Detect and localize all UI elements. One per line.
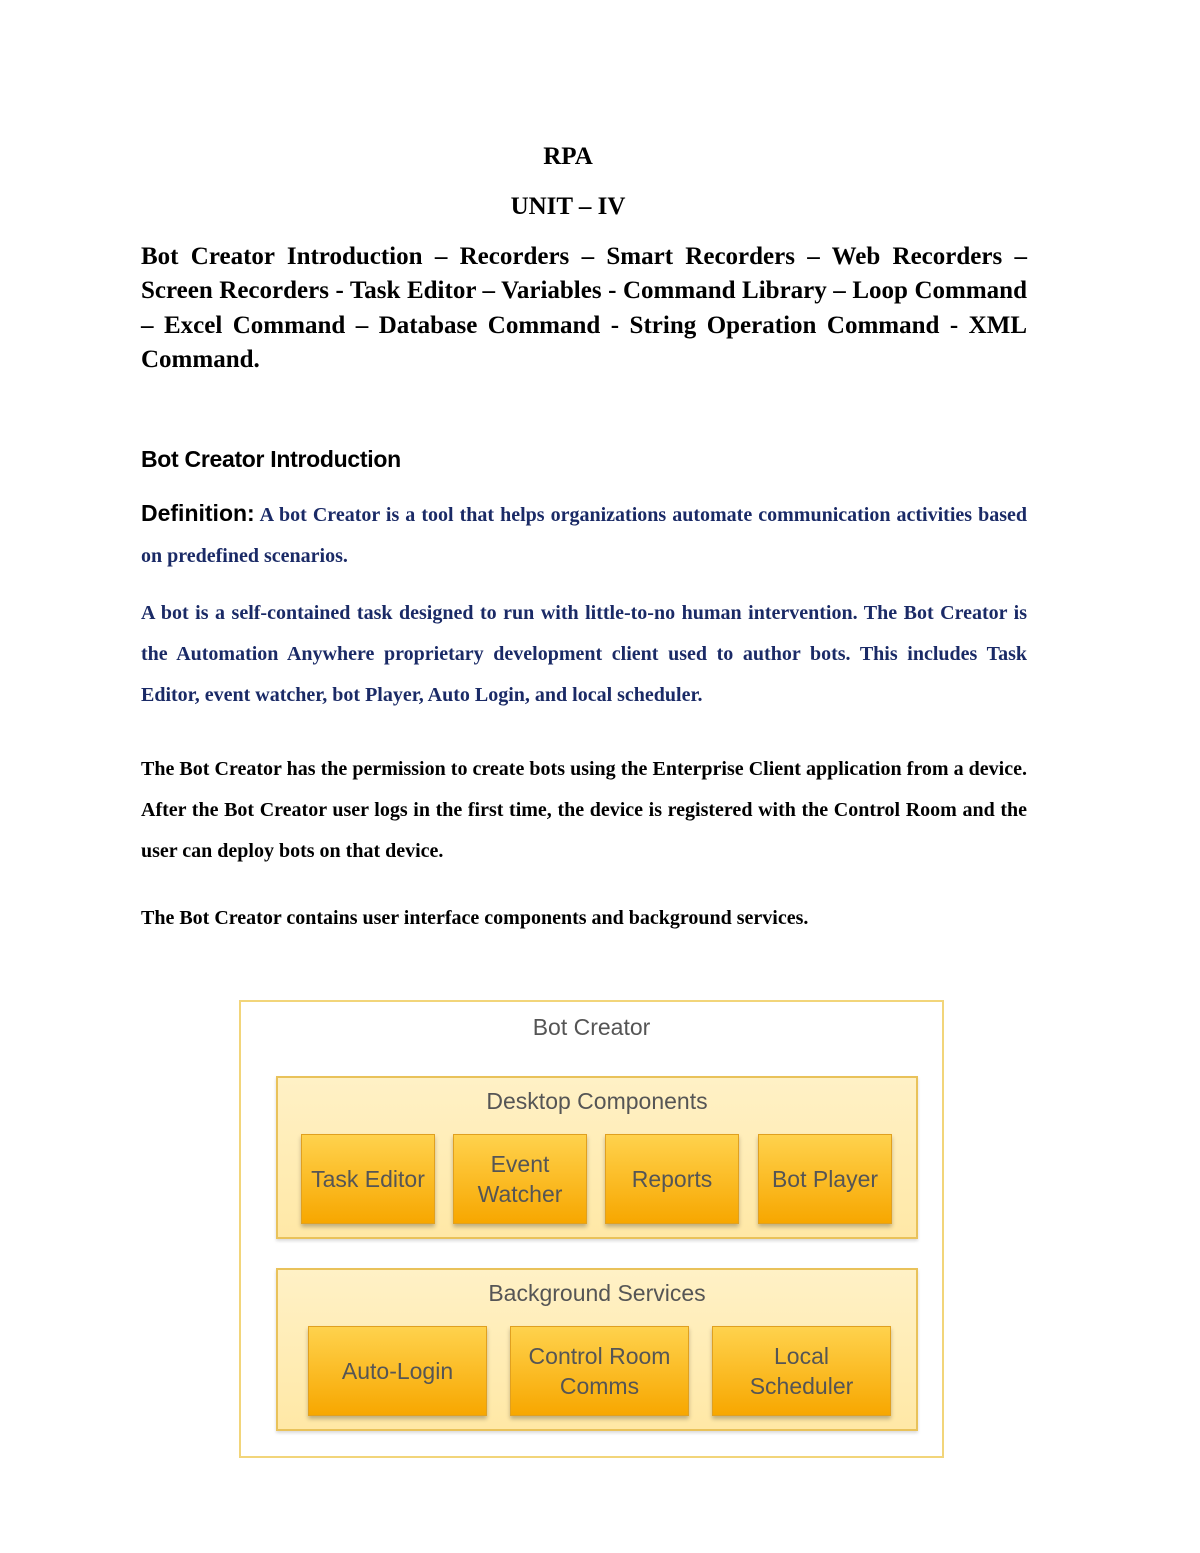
- bot-creator-diagram: [239, 1000, 944, 1458]
- unit-title: UNIT – IV: [510, 193, 626, 220]
- section-heading: Bot Creator Introduction: [141, 446, 401, 472]
- definition-text: A bot Creator is a tool that helps organizations automate communication activities based on predefined scenarios.: [141, 504, 1027, 567]
- document-title: RPA: [543, 143, 593, 170]
- bot-player-box: Bot Player: [758, 1134, 892, 1224]
- background-services-group: [276, 1268, 918, 1431]
- paragraph-bot-creator-permission: The Bot Creator has the permission to create bots using the Enterprise Client application from a device. After the Bot Creator user logs in the first time, the device is registered with the Control Room and the user can deploy bots on that device.: [141, 758, 1027, 862]
- reports-box: Reports: [605, 1134, 739, 1224]
- task-editor-box: Task Editor: [301, 1134, 435, 1224]
- paragraph-bot-creator-contents: The Bot Creator contains user interface components and background services.: [141, 907, 809, 929]
- diagram-title: Bot Creator: [532, 1014, 651, 1040]
- desktop-components-group: [276, 1076, 918, 1239]
- definition-paragraph: [141, 493, 1027, 577]
- auto-login-box: Auto-Login: [308, 1326, 487, 1416]
- desktop-components-title: Desktop Components: [486, 1088, 708, 1114]
- control-room-comms-box: Control Room Comms: [510, 1326, 689, 1416]
- local-scheduler-box: Local Scheduler: [712, 1326, 891, 1416]
- definition-label: Definition:: [141, 500, 255, 526]
- unit-syllabus: Bot Creator Introduction – Recorders – Smart Recorders – Web Recorders – Screen Recorders - Task Editor – Variables - Command Library – Loop Command – Excel Command – Database Command - String Operation Command - XML Command.: [141, 243, 1027, 373]
- background-services-title: Background Services: [488, 1280, 706, 1306]
- paragraph-bot-description: A bot is a self-contained task designed to run with little-to-no human intervention. The Bot Creator is the Automation Anywhere proprietary development client used to author bots. This includes Task Editor, event watcher, bot Player, Auto Login, and local scheduler.: [141, 602, 1027, 706]
- event-watcher-box: Event Watcher: [453, 1134, 587, 1224]
